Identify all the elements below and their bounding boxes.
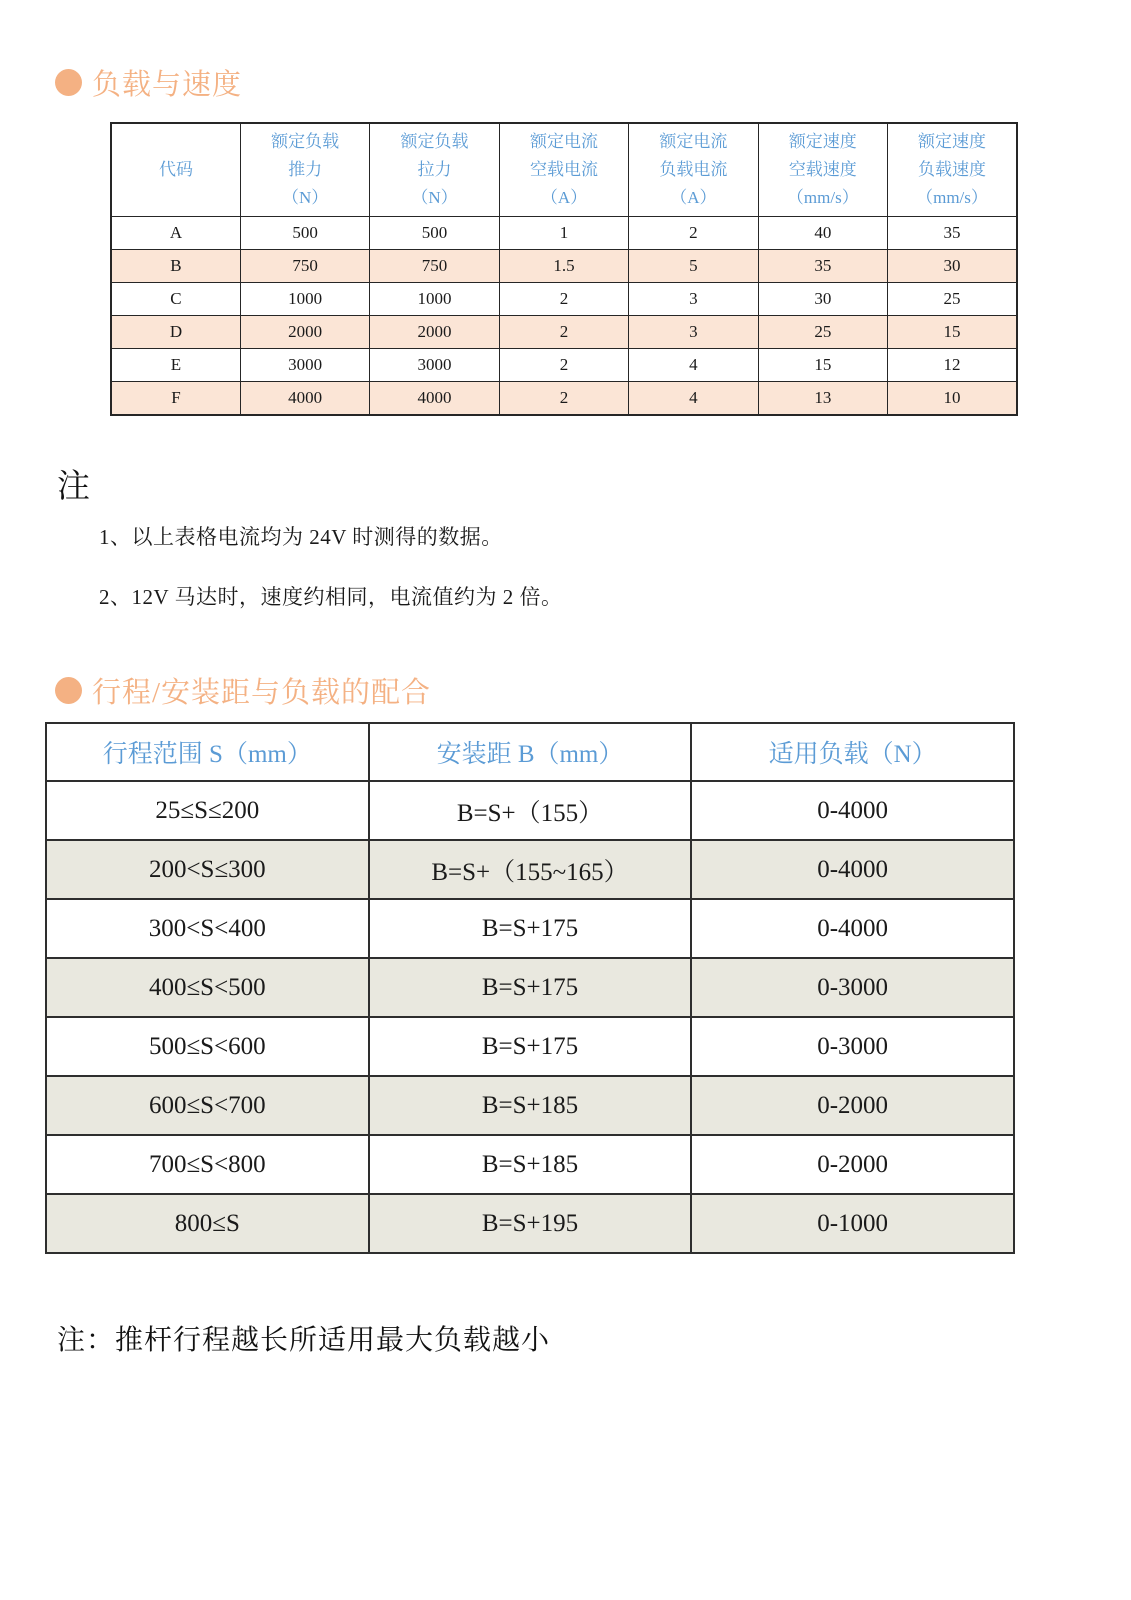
cell: 15 [888,316,1017,349]
table-row [46,1135,1014,1194]
cell: 1000 [370,283,499,316]
cell: B=S+195 [369,1194,692,1253]
cell: B=S+185 [369,1135,692,1194]
table-row [111,382,1017,416]
cell: 500 [370,217,499,250]
cell: 800≤S [46,1194,369,1253]
cell: A [111,217,240,250]
bullet-icon [55,677,82,704]
table-row [111,250,1017,283]
section2-title [55,670,431,711]
cell: 700≤S<800 [46,1135,369,1194]
cell: 2000 [370,316,499,349]
cell: 2000 [240,316,369,349]
cell: 3 [629,316,758,349]
note-item: 1、以上表格电流均为 24V 时测得的数据。 [99,525,503,549]
load-speed-table-body [111,217,1017,416]
cell: 15 [758,349,887,382]
note-item: 2、12V 马达时，速度约相同，电流值约为 2 倍。 [99,585,563,609]
header-row [46,723,1014,781]
col-header-push-force: 额定负载 推力 （N） [240,123,369,217]
cell: 4000 [370,382,499,416]
cell: 12 [888,349,1017,382]
cell: F [111,382,240,416]
cell: B [111,250,240,283]
cell: 2 [629,217,758,250]
table-row [46,840,1014,899]
col-header-pull-force: 额定负载 拉力 （N） [370,123,499,217]
cell: 0-3000 [691,958,1014,1017]
section1-title [55,62,242,103]
cell: B=S+（155） [369,781,692,840]
col-header-code: 代码 [111,123,240,217]
table-row [46,958,1014,1017]
table-row [46,781,1014,840]
cell: 35 [758,250,887,283]
cell: 750 [240,250,369,283]
section1-title-text: 负载与速度 [92,69,243,101]
col-header-no-load-current: 额定电流 空载电流 （A） [499,123,628,217]
header-row [111,123,1017,217]
cell: 30 [758,283,887,316]
cell: 0-4000 [691,899,1014,958]
cell: 4000 [240,382,369,416]
table-row [46,1076,1014,1135]
cell: 0-4000 [691,781,1014,840]
stroke-load-table-head [46,723,1014,781]
cell: B=S+175 [369,899,692,958]
cell: 0-1000 [691,1194,1014,1253]
cell: 500≤S<600 [46,1017,369,1076]
section2-title-text: 行程/安装距与负载的配合 [92,677,432,709]
cell: B=S+185 [369,1076,692,1135]
table-row [46,1194,1014,1253]
cell: E [111,349,240,382]
cell: 2 [499,349,628,382]
cell: 4 [629,382,758,416]
col-header-applicable-load: 适用负载（N） [691,723,1014,781]
cell: 2 [499,283,628,316]
table-row [46,899,1014,958]
cell: 13 [758,382,887,416]
cell: 10 [888,382,1017,416]
cell: B=S+（155~165） [369,840,692,899]
cell: D [111,316,240,349]
bottom-note: 注：推杆行程越长所适用最大负载越小 [57,1325,551,1356]
cell: 35 [888,217,1017,250]
cell: 4 [629,349,758,382]
notes-heading: 注 [57,469,90,505]
cell: 3000 [240,349,369,382]
cell: 2 [499,382,628,416]
load-speed-table [110,122,1018,416]
load-speed-table-head [111,123,1017,217]
cell: 0-2000 [691,1135,1014,1194]
stroke-load-table [45,722,1015,1254]
cell: 1.5 [499,250,628,283]
col-header-load-current: 额定电流 负载电流 （A） [629,123,758,217]
cell: 1000 [240,283,369,316]
cell: B=S+175 [369,958,692,1017]
table-row [111,283,1017,316]
cell: 1 [499,217,628,250]
cell: 0-4000 [691,840,1014,899]
cell: 2 [499,316,628,349]
col-header-install-distance: 安装距 B（mm） [369,723,692,781]
bullet-icon [55,69,82,96]
cell: B=S+175 [369,1017,692,1076]
cell: 0-3000 [691,1017,1014,1076]
table-row [111,349,1017,382]
cell: 400≤S<500 [46,958,369,1017]
cell: 25≤S≤200 [46,781,369,840]
cell: 3 [629,283,758,316]
cell: 30 [888,250,1017,283]
table-row [111,217,1017,250]
col-header-stroke-range: 行程范围 S（mm） [46,723,369,781]
cell: 25 [758,316,887,349]
col-header-load-speed: 额定速度 负载速度 （mm/s） [888,123,1017,217]
stroke-load-table-body [46,781,1014,1253]
cell: 300<S<400 [46,899,369,958]
table-row [46,1017,1014,1076]
cell: 5 [629,250,758,283]
table-row [111,316,1017,349]
cell: C [111,283,240,316]
cell: 40 [758,217,887,250]
col-header-no-load-speed: 额定速度 空载速度 （mm/s） [758,123,887,217]
cell: 3000 [370,349,499,382]
cell: 25 [888,283,1017,316]
cell: 500 [240,217,369,250]
cell: 0-2000 [691,1076,1014,1135]
cell: 750 [370,250,499,283]
cell: 200<S≤300 [46,840,369,899]
cell: 600≤S<700 [46,1076,369,1135]
